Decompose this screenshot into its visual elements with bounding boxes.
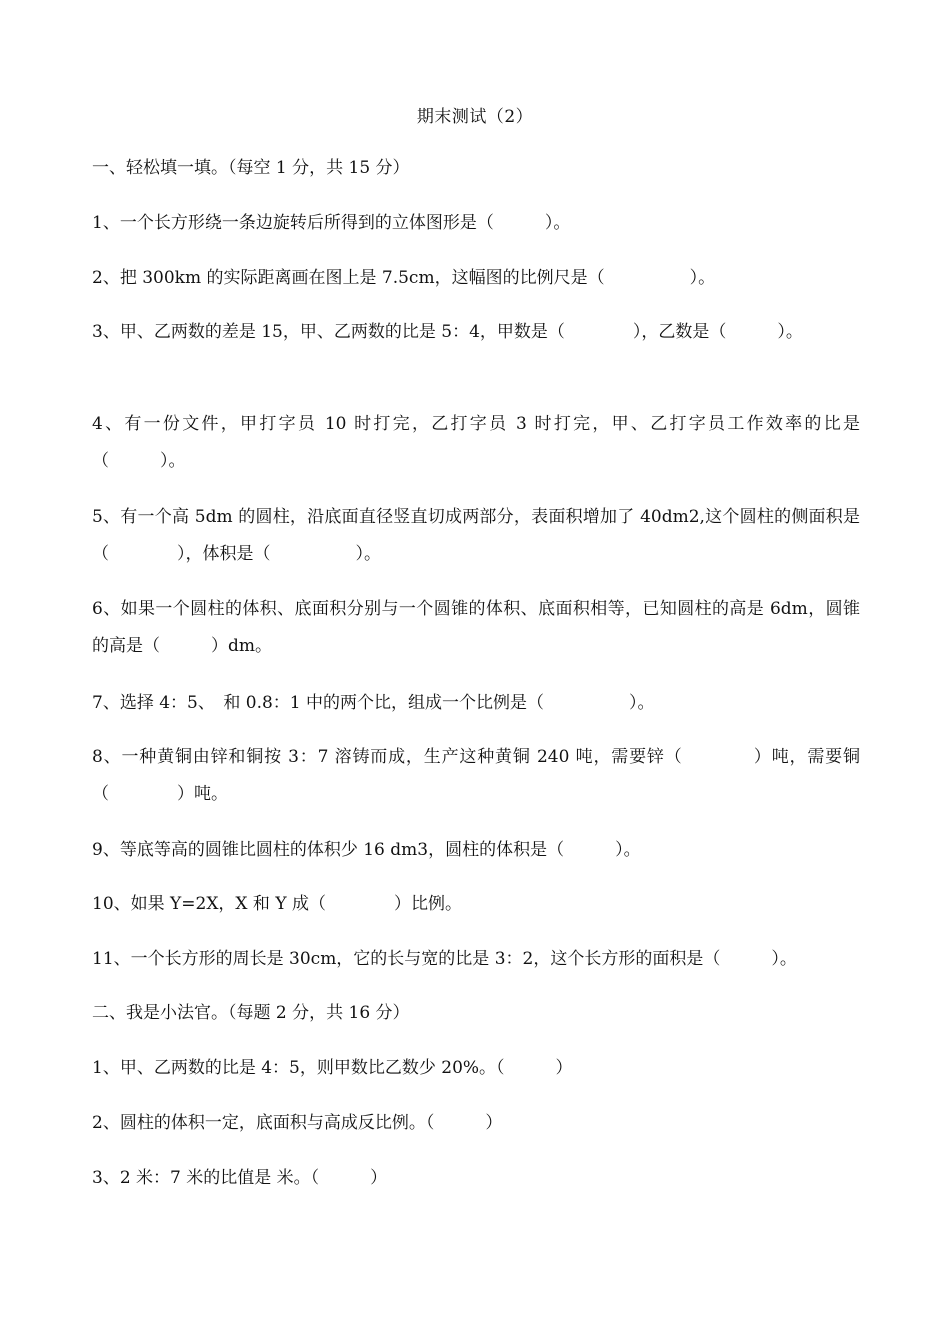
question-1-1: 1、一个长方形绕一条边旋转后所得到的立体图形是（ ）。	[92, 213, 571, 233]
section-2-heading: 二、我是小法官。（每题 2 分，共 16 分）	[92, 1003, 410, 1023]
question-2-2: 2、圆柱的体积一定，底面积与高成反比例。（ ）	[92, 1113, 503, 1133]
question-2-1: 1、甲、乙两数的比是 4：5，则甲数比乙数少 20%。（ ）	[92, 1058, 573, 1078]
question-1-2: 2、把 300km 的实际距离画在图上是 7.5cm，这幅图的比例尺是（ ）。	[92, 268, 716, 288]
page-title: 期末测试（2）	[416, 107, 534, 127]
question-1-10: 10、如果 Y=2X，X 和 Y 成（ ）比例。	[92, 894, 462, 914]
question-1-4: 4、有一份文件，甲打字员 10 时打完，乙打字员 3 时打完，甲、乙打字员工作效率的比是（ ）。	[92, 414, 860, 471]
question-1-11: 11、一个长方形的周长是 30cm，它的长与宽的比是 3：2，这个长方形的面积是（ ）。	[92, 949, 797, 969]
question-1-6: 6、如果一个圆柱的体积、底面积分别与一个圆锥的体积、底面积相等，已知圆柱的高是 6dm，圆锥的高是（ ）dm。	[92, 599, 860, 656]
question-1-7: 7、选择 4：5、 和 0.8：1 中的两个比，组成一个比例是（ ）。	[92, 693, 655, 713]
section-1-heading: 一、轻松填一填。（每空 1 分，共 15 分）	[92, 158, 410, 178]
question-1-3: 3、甲、乙两数的差是 15，甲、乙两数的比是 5：4，甲数是（ ），乙数是（ ）。	[92, 322, 803, 342]
question-1-9: 9、等底等高的圆锥比圆柱的体积少 16 dm3，圆柱的体积是（ ）。	[92, 840, 641, 860]
question-2-3: 3、2 米：7 米的比值是 米。（ ）	[92, 1168, 388, 1188]
question-1-5: 5、有一个高 5dm 的圆柱，沿底面直径竖直切成两部分，表面积增加了 40dm2,这个圆柱的侧面积是（ ），体积是（ ）。	[92, 507, 860, 564]
question-1-8: 8、一种黄铜由锌和铜按 3：7 溶铸而成，生产这种黄铜 240 吨，需要锌（ ）吨，需要铜（ ）吨。	[92, 747, 860, 804]
